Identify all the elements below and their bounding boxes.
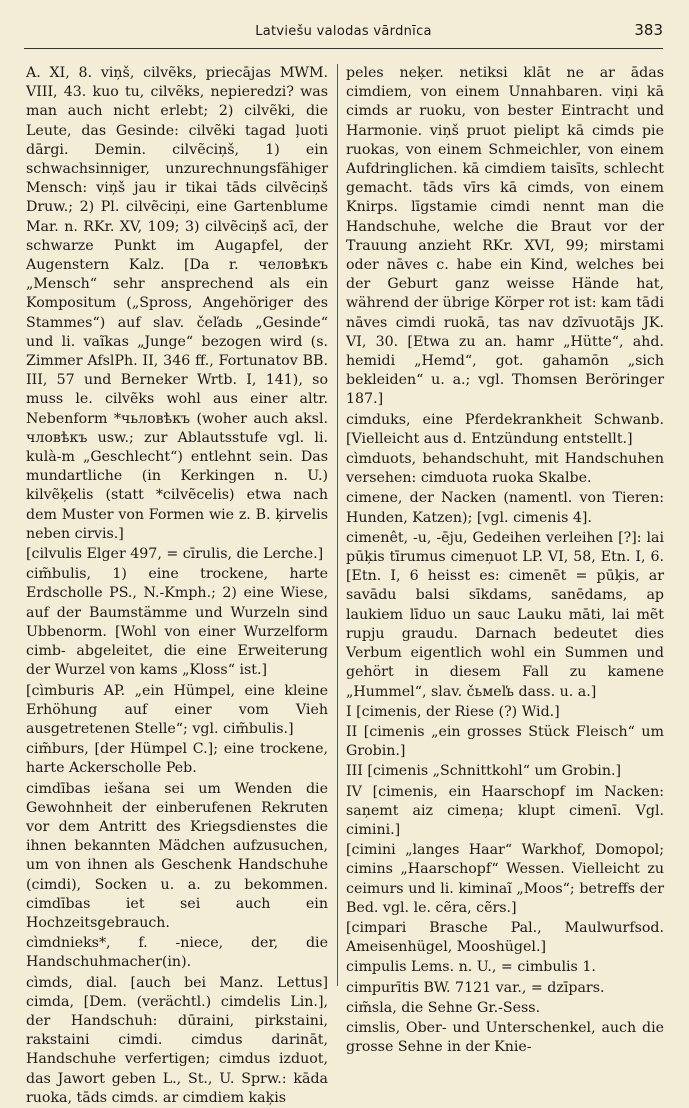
entry-cimenis-1: I [cimenis, der Riese (?) Wid.] [346,703,560,720]
entry-cimduots: cìmduots, behandschuht, mit Handschuhen versehen: cimduota ruoka Skalbe. [346,451,664,487]
running-title: Latviešu valodas vārdnīca [255,24,432,39]
entry-cimpuritis: cimpurītis BW. 7121 var., = dzīpars. [346,979,605,996]
entry-cimburs: cim̃burs, [der Hümpel C.]; eine trockene, harte Ackerscholle Peb. [26,741,328,777]
entry-cimds: cìmds, dial. [auch bei Manz. Lettus] cimda, [Dem. (verächtl.) cimdelis Lin.], der Handschuh: dūraini, pirkstaini, rakstaini cimdi. cimdus darināt, Handschuhe verfertigen; cimdus izduot, das Jawort geben L., St., U. Sprw.: kāda ruoka, tāds cimds. ar cimdiem kaķis [26,974,328,1106]
entry-cimenis-3: III [cimenis „Schnittkohl“ um Grobin.] [346,763,622,780]
entry-cimpulis: cimpulis Lems. n. U., = cimbulis 1. [346,959,596,976]
entry-cimdnieks: cìmdnieks*, f. -niece, der, die Handschuhmacher(in). [26,935,328,971]
entry-cimbulis: cim̃bulis, 1) eine trockene, harte Erdscholle PS., N.-Kmph.; 2) eine Wiese, auf der Baumstämme und Wurzeln sind Ubbenorm. [Wohl von einer Wurzelform cimb- abgeleitet, die eine Erweiterung der Wurzel von kams „Kloss“ ist.] [26,566,328,679]
entry-cimdibas: cimdības iešana sei um Wenden die Gewohnheit der einberufenen Rekruten vor dem Antritt des Kriegsdienstes die ihnen bekannten Mädchen aufzusuchen, um von ihnen als Geschenk Handschuhe (cimdi), Socken u. a. zu bekommen. cimdības iet sei auch ein Hochzeitsgebrauch. [26,780,328,931]
entry-cimds-continued: peles neķer. netiksi klāt ne ar ādas cimdiem, von einem Unnahbaren. viņi kā cimds ar ruoku, von bester Eintracht und Harmonie. viņš pruot pielipt kā cimds pie ruokas, von einem Schmeichler, von einem Aufdringlichen. kā cimdiem taisīts, schlecht gemacht. tāds vīrs kā cimds, von einem Knirps. līgstamie cimdi nennt man die Handschuhe, welche die Braut vor der Trauung anzieht RKr. XVI, 99; mirstami oder nāves c. habe ein Kind, welches bei der Geburt ganz weisse Hände hat, während der übrige Körper rot ist: kam tādi nāves cimdi ruokā, tas nav dzīvuotājs JK. VI, 30. [Etwa zu an. hamr „Hütte“, ahd. hemidi „Hemd“, got. gahamōn „sich bekleiden“ u. a.; vgl. Thomsen Beröringer 187.] [346,65,664,408]
entry-cimene: cimene, der Nacken (namentl. von Tieren: Hunden, Katzen); [vgl. cimenis 4]. [346,490,664,526]
entry-cimini: [cimini „langes Haar“ Warkhof, Domopol; cimins „Haarschopf“ Wessen. Vielleicht zu ceimurs und li. kiminaĩ „Moos“; betreffs der Bed. vgl. le. cẽra, cẽrs.] [346,842,664,916]
page-number: 383 [634,21,663,39]
entry-cimenis-4: IV [cimenis, ein Haarschopf im Nacken: saņemt aiz cimeņa; klupt cimenī. Vgl. cimini.] [346,783,664,838]
entry-cimduks: cimduks, eine Pferdekrankheit Schwanb. [Vielleicht aus d. Entzündung entstellt.] [346,411,664,447]
entry-cimslis: cimslis, Ober- und Unterschenkel, auch die grosse Sehne in der Knie- [346,1019,664,1056]
entry-cimsla: cim̃sla, die Sehne Gr.-Sess. [346,999,541,1016]
entry-cilveks-continued: A. XI, 8. viņš, cilvẽks, priecājas MWM. VIII, 43. kuo tu, cilvẽks, nepieredzi? was man auch nicht erlebt; 2) cilvẽki, die Leute, das Gesinde: cilvẽki tagad ļuoti dārgi. Demin. cilvẽciņš, 1) ein schwachsinniger, unzurechnungsfähiger Mensch: viņš jau ir tikai tāds cilvẽciņš Druw.; 2) Pl. cilvẽciņi, eine Gartenblume Mar. n. RKr. XV, 109; 3) cilvẽciņš acī, der schwarze Punkt im Augapfel, der Augenstern Kalz. [Da r. человѣкъ „Mensch“ sehr ansprechend als ein Kompositum („Spross, Angehöriger des Stammes“) auf slav. čeľadь „Gesinde“ und li. vaĩkas „Junge“ bezogen wird (s. Zimmer AfslPh. II, 346 ff., Fortunatov BB. III, 57 und Berneker Wrtb. I, 141), so muss le. cilvẽks wohl aus einer altr. Nebenform *чьловѣкъ (woher auch aksl. чловѣкъ usw.; zur Ablautsstufe vgl. li. kulà-m „Geschlecht“) entlehnt sein. Das mundartliche (in Kerkingen n. U.) kilvẽķelis (statt *cilvẽcelis) etwa nach dem Muster von Formen wie z. B. ķirvelis neben cirvis.] [26,65,328,542]
entry-cimenet: cimenêt, -u, -ēju, Gedeihen verleihen [?]: lai pūķis tīrumus cimeņuot LP. VI, 58, Etn. I, 6. [Etn. I, 6 heisst es: cimenēt = pūķis, ar savādu balsi sīkdams, sanēdams, ap laukiem līduo un sauc Lauku māti, lai mẽt rupju graudu. Darnach bedeutet dies Verbum eigentlich wohl ein Summen und gehört in diesem Fall zu kamene „Hummel“, slav. čьмеľь dass. u. a.] [346,529,664,700]
page-header [24,18,663,49]
entry-cilvulis: [cilvulis Elger 497, = cīrulis, die Lerche.] [26,546,324,563]
entry-cimpari: [cimpari Brasche Pal., Maulwurfsod. Ameisenhügel, Mooshügel.] [346,919,664,956]
entry-cimburis: [cìmburis AP. „ein Hümpel, eine kleine Erhöhung auf einer vom Vieh ausgetretenen Stelle“; vgl. cim̃bulis.] [26,682,328,737]
column-divider [337,64,338,986]
right-column [346,64,664,1056]
left-column [26,64,328,1106]
entry-cimenis-2: II [cimenis „ein grosses Stück Fleisch“ um Grobin.] [346,723,664,760]
